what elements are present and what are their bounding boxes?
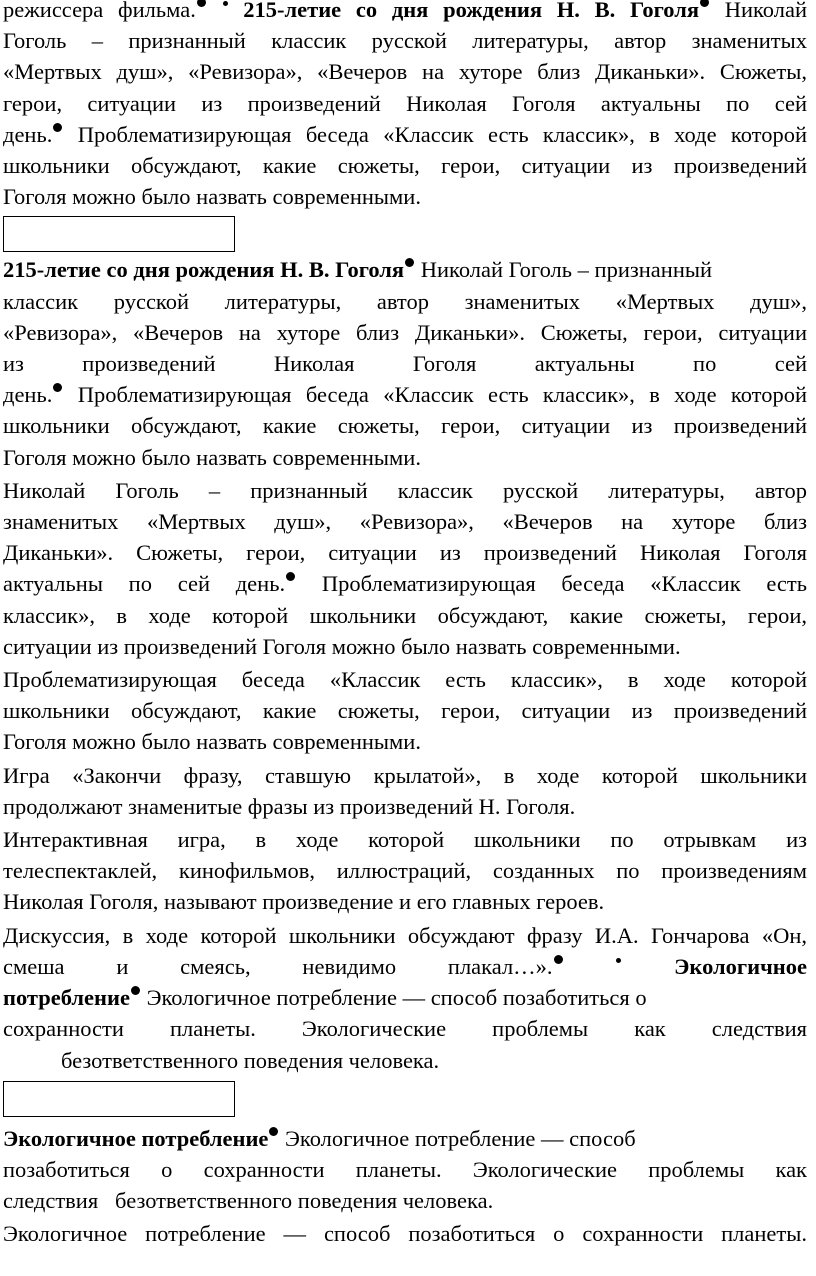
- paragraph-gogol-2: 215-летие со дня рождения Н. В. Гоголя Николай Гоголь – признанный классик русской литературы, автор знаменитых «Мертвых душ», «Ревизора», «Вечеров на хуторе близ Диканьки». Сюжеты, герои, ситуации из произведений Николая Гоголя актуальны по сей день. Проблематизирующая беседа «Классик есть классик», в ходе которой школьники обсуждают, какие сюжеты, герои, ситуации из произведений Гоголя можно было назвать современными.: [3, 257, 807, 470]
- bullet-icon: [554, 955, 563, 964]
- paragraph-eco-1: Экологичное потребление Экологичное потребление — способ позаботиться о сохранности планеты. Экологические проблемы как следствия безответственного поведения человека.: [3, 1125, 807, 1214]
- bullet-icon: [616, 958, 621, 963]
- document-page: [3, 0, 807, 1250]
- paragraph-eco-2: Экологичное потребление — способ позаботиться о сохранности планеты.: [3, 1221, 807, 1247]
- paragraph-discussion: Проблематизирующая беседа «Классик есть классик», в ходе которой школьники обсуждают, какие сюжеты, герои, ситуации из произведений Гоголя можно было назвать современными.: [3, 667, 807, 755]
- empty-frame: [3, 216, 235, 252]
- paragraph-game-phrase: Игра «Закончи фразу, ставшую крылатой», в ходе которой школьники продолжают знаменитые фразы из произведений Н. Гоголя.: [3, 762, 807, 819]
- bullet-icon: [131, 986, 140, 995]
- bullet-icon: [405, 258, 414, 267]
- bullet-icon: [53, 383, 62, 392]
- bullet-icon: [223, 1, 228, 6]
- bullet-icon: [269, 1127, 278, 1136]
- bullet-icon: [197, 0, 206, 7]
- paragraph-gogol-1: режиссера фильма. 215-летие со дня рождения Н. В. Гоголя Николай Гоголь – признанный классик русской литературы, автор знаменитых «Мертвых душ», «Ревизора», «Вечеров на хуторе близ Диканьки». Сюжеты, герои, ситуации из произведений Николая Гоголя актуальны по сей день. Проблематизирующая беседа «Классик есть классик», в ходе которой школьники обсуждают, какие сюжеты, герои, ситуации из произведений Гоголя можно было назвать современными.: [3, 0, 807, 212]
- paragraph-goncharov: Дискуссия, в ходе которой школьники обсуждают фразу И.А. Гончарова «Он, смеша и смеясь, невидимо плакал…». Экологичное потребление Экологичное потребление — способ позаботиться о сохранности планеты. Экологические проблемы как следствия безответственного поведения человека.: [3, 922, 807, 1073]
- bullet-icon: [700, 0, 709, 7]
- empty-frame: [3, 1081, 235, 1117]
- bullet-icon: [286, 572, 295, 581]
- bullet-icon: [53, 123, 62, 132]
- paragraph-gogol-3: Николай Гоголь – признанный классик русской литературы, автор знаменитых «Мертвых душ», «Ревизора», «Вечеров на хуторе близ Диканьки». Сюжеты, герои, ситуации из произведений Николая Гоголя актуальны по сей день. Проблематизирующая беседа «Классик есть классик», в ходе которой школьники обсуждают, какие сюжеты, герои, ситуации из произведений Гоголя можно было назвать современными.: [3, 477, 808, 659]
- paragraph-interactive-game: Интерактивная игра, в ходе которой школьники по отрывкам из телеспектаклей, кинофильмов, иллюстраций, созданных по произведениям Николая Гоголя, называют произведение и его главных героев.: [3, 827, 807, 915]
